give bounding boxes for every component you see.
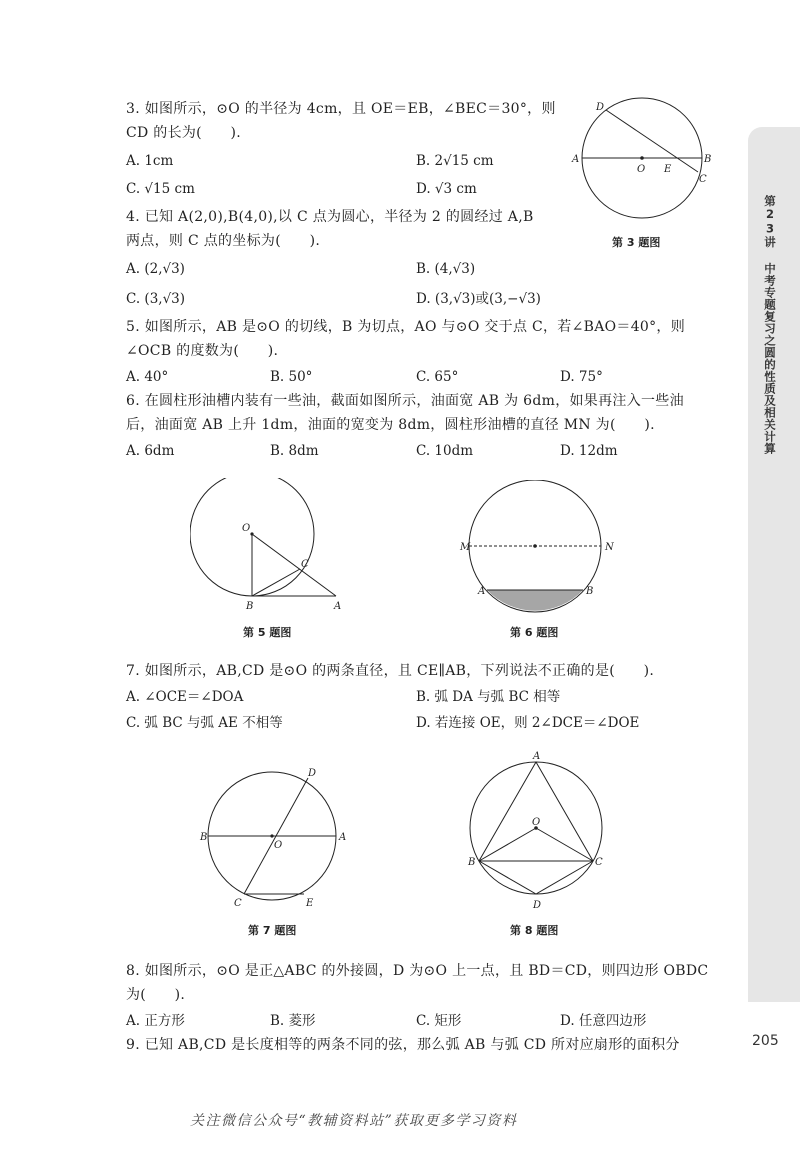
fig5-caption: 第 5 题图: [243, 626, 292, 639]
q5-option-d: D. 75°: [560, 369, 603, 385]
q4-option-a: A. (2,√3): [126, 261, 185, 277]
fig5-label-c: C: [301, 559, 309, 570]
fig6-label-b: B: [586, 586, 594, 597]
fig7-label-e: E: [306, 898, 314, 909]
fig7-caption: 第 7 题图: [248, 924, 297, 937]
q8-option-b: B. 菱形: [270, 1013, 316, 1029]
figure-3: [568, 92, 718, 232]
q7-option-a: A. ∠OCE＝∠DOA: [126, 689, 244, 705]
q6-option-c: C. 10dm: [416, 443, 474, 459]
q9-stem-line1: 9. 已知 AB,CD 是长度相等的两条不同的弦，那么弧 AB 与弧 CD 所对应扇形的面积分: [126, 1037, 680, 1053]
q6-option-a: A. 6dm: [126, 443, 175, 459]
fig7-label-a: A: [339, 832, 347, 843]
q5-stem-line1: 5. 如图所示，AB 是⊙O 的切线，B 为切点，AO 与⊙O 交于点 C，若∠BAO＝40°，则: [126, 319, 686, 335]
q6-option-b: B. 8dm: [270, 443, 319, 459]
q6-stem-line2: 后，油面宽 AB 上升 1dm，油面的宽变为 8dm，圆柱形油槽的直径 MN 为( ).: [126, 417, 655, 433]
fig6-label-n: N: [605, 542, 614, 553]
q8-option-d: D. 任意四边形: [560, 1013, 647, 1029]
q7-option-c: C. 弧 BC 与弧 AE 不相等: [126, 715, 283, 731]
fig3-label-o: O: [637, 164, 646, 175]
fig3-label-c: C: [699, 174, 707, 185]
fig7-label-c: C: [234, 898, 242, 909]
q6-option-d: D. 12dm: [560, 443, 618, 459]
figure-6: [458, 480, 618, 620]
q8-option-c: C. 矩形: [416, 1013, 462, 1029]
q4-option-c: C. (3,√3): [126, 291, 186, 307]
fig7-label-d: D: [308, 768, 317, 779]
fig5-label-b: B: [246, 601, 254, 612]
fig7-label-o: O: [274, 840, 283, 851]
q4-stem-line1: 4. 已知 A(2,0),B(4,0),以 C 点为圆心，半径为 2 的圆经过 A,B: [126, 209, 534, 225]
q5-option-b: B. 50°: [270, 369, 313, 385]
q5-option-c: C. 65°: [416, 369, 459, 385]
footer-note: 关注微信公众号“教辅资料站”获取更多学习资料: [190, 1113, 518, 1129]
q5-stem-line2: ∠OCB 的度数为( ).: [126, 343, 279, 359]
fig8-label-b: B: [468, 857, 476, 868]
fig8-label-o: O: [532, 817, 541, 828]
q7-option-d: D. 若连接 OE，则 2∠DCE＝∠DOE: [416, 715, 640, 731]
q4-option-d: D. (3,√3)或(3,−√3): [416, 291, 541, 307]
fig8-label-c: C: [595, 857, 603, 868]
fig6-label-a: A: [478, 586, 486, 597]
q3-option-d: D. √3 cm: [416, 181, 477, 197]
q3-option-c: C. √15 cm: [126, 181, 195, 197]
fig5-label-o: O: [242, 523, 251, 534]
q3-stem-line1: 3. 如图所示，⊙O 的半径为 4cm，且 OE＝EB，∠BEC＝30°，则: [126, 101, 556, 117]
q7-stem-line1: 7. 如图所示，AB,CD 是⊙O 的两条直径，且 CE∥AB，下列说法不正确的是( ).: [126, 663, 655, 679]
q7-option-b: B. 弧 DA 与弧 BC 相等: [416, 689, 561, 705]
fig8-label-d: D: [533, 900, 542, 911]
q3-option-b: B. 2√15 cm: [416, 153, 494, 169]
fig5-label-a: A: [334, 601, 342, 612]
fig7-label-b: B: [200, 832, 208, 843]
fig3-label-b: B: [704, 154, 712, 165]
figure-8: [462, 748, 622, 918]
chapter-title: 第23讲 中考专题复习之圆的性质及相关计算: [763, 195, 777, 455]
figure-5: [190, 478, 360, 618]
q3-stem-line2: CD 的长为( ).: [126, 125, 242, 141]
q8-stem-line1: 8. 如图所示，⊙O 是正△ABC 的外接圆，D 为⊙O 上一点，且 BD＝CD，则四边形 OBDC: [126, 963, 709, 979]
fig8-caption: 第 8 题图: [510, 924, 559, 937]
fig8-label-a: A: [533, 751, 541, 762]
q5-option-a: A. 40°: [126, 369, 169, 385]
fig3-label-a: A: [572, 154, 580, 165]
q8-stem-line2: 为( ).: [126, 987, 186, 1003]
fig6-caption: 第 6 题图: [510, 626, 559, 639]
q4-stem-line2: 两点，则 C 点的坐标为( ).: [126, 233, 321, 249]
q8-option-a: A. 正方形: [126, 1013, 185, 1029]
fig3-label-d: D: [596, 102, 605, 113]
fig3-label-e: E: [664, 164, 672, 175]
oil-surface: [487, 590, 583, 611]
page-number: 205: [752, 1033, 779, 1049]
q4-option-b: B. (4,√3): [416, 261, 476, 277]
figure-7: [196, 762, 366, 912]
fig6-label-m: M: [460, 542, 471, 553]
q3-option-a: A. 1cm: [126, 153, 174, 169]
fig3-caption: 第 3 题图: [612, 236, 661, 249]
q6-stem-line1: 6. 在圆柱形油槽内装有一些油，截面如图所示，油面宽 AB 为 6dm，如果再注入一些油: [126, 393, 684, 409]
